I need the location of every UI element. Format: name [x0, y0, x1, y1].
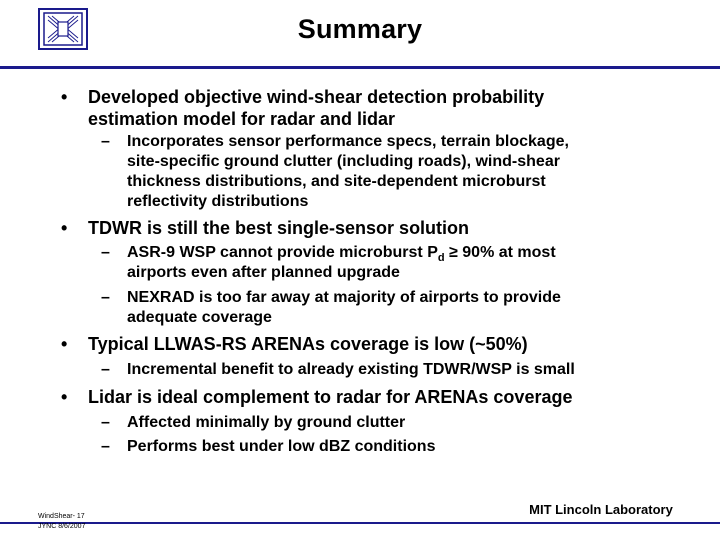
sub-1-1-line-2: site-specific ground clutter (including roads), wind-shear — [127, 153, 560, 170]
dash-glyph: – — [101, 414, 110, 431]
slide-title: Summary — [297, 14, 423, 44]
sub-4-1-line-1: Affected minimally by ground clutter — [127, 414, 406, 431]
bullet-2-line-1: TDWR is still the best single-sensor solution — [88, 218, 470, 238]
sub-2-1-text-before: ASR-9 WSP cannot provide microburst P — [127, 244, 438, 261]
bullet-glyph: • — [61, 334, 68, 354]
bullet-glyph: • — [61, 87, 68, 107]
footer-date: JYNC 8/6/2007 — [38, 523, 86, 530]
dash-glyph: – — [101, 244, 110, 261]
sub-1-1-line-3: thickness distributions, and site-dependent microburst — [127, 173, 546, 190]
sub-2-1-subscript: d — [437, 252, 445, 265]
footer-organization: MIT Lincoln Laboratory — [508, 499, 694, 521]
dash-glyph: – — [101, 361, 110, 378]
bullet-glyph: • — [61, 218, 68, 238]
sub-1-1-line-4: reflectivity distributions — [127, 193, 309, 210]
dash-glyph: – — [101, 289, 110, 306]
sub-3-1-line-1: Incremental benefit to already existing TDWR/WSP is small — [127, 361, 575, 378]
bullet-1-line-2: estimation model for radar and lidar — [88, 109, 396, 129]
footer-divider — [0, 522, 720, 524]
dash-glyph: – — [101, 438, 110, 455]
bullet-3-line-1: Typical LLWAS-RS ARENAs coverage is low (~50%) — [88, 334, 528, 354]
sub-2-2-line-2: adequate coverage — [127, 309, 272, 326]
footer-slide-number: WindShear- 17 — [38, 513, 85, 520]
sub-2-1-text-after: ≥ 90% at most — [444, 244, 556, 261]
dash-glyph: – — [101, 133, 110, 150]
bullet-4-line-1: Lidar is ideal complement to radar for ARENAs coverage — [88, 387, 573, 407]
sub-2-1-line-2: airports even after planned upgrade — [127, 264, 400, 281]
footer-slide-id — [38, 512, 85, 532]
sub-2-2-line-1: NEXRAD is too far away at majority of airports to provide — [127, 289, 561, 306]
sub-4-2-line-1: Performs best under low dBZ conditions — [127, 438, 436, 455]
bullet-glyph: • — [61, 387, 68, 407]
sub-1-1-line-1: Incorporates sensor performance specs, terrain blockage, — [127, 133, 569, 150]
bullet-1-line-1: Developed objective wind-shear detection probability — [88, 87, 545, 107]
